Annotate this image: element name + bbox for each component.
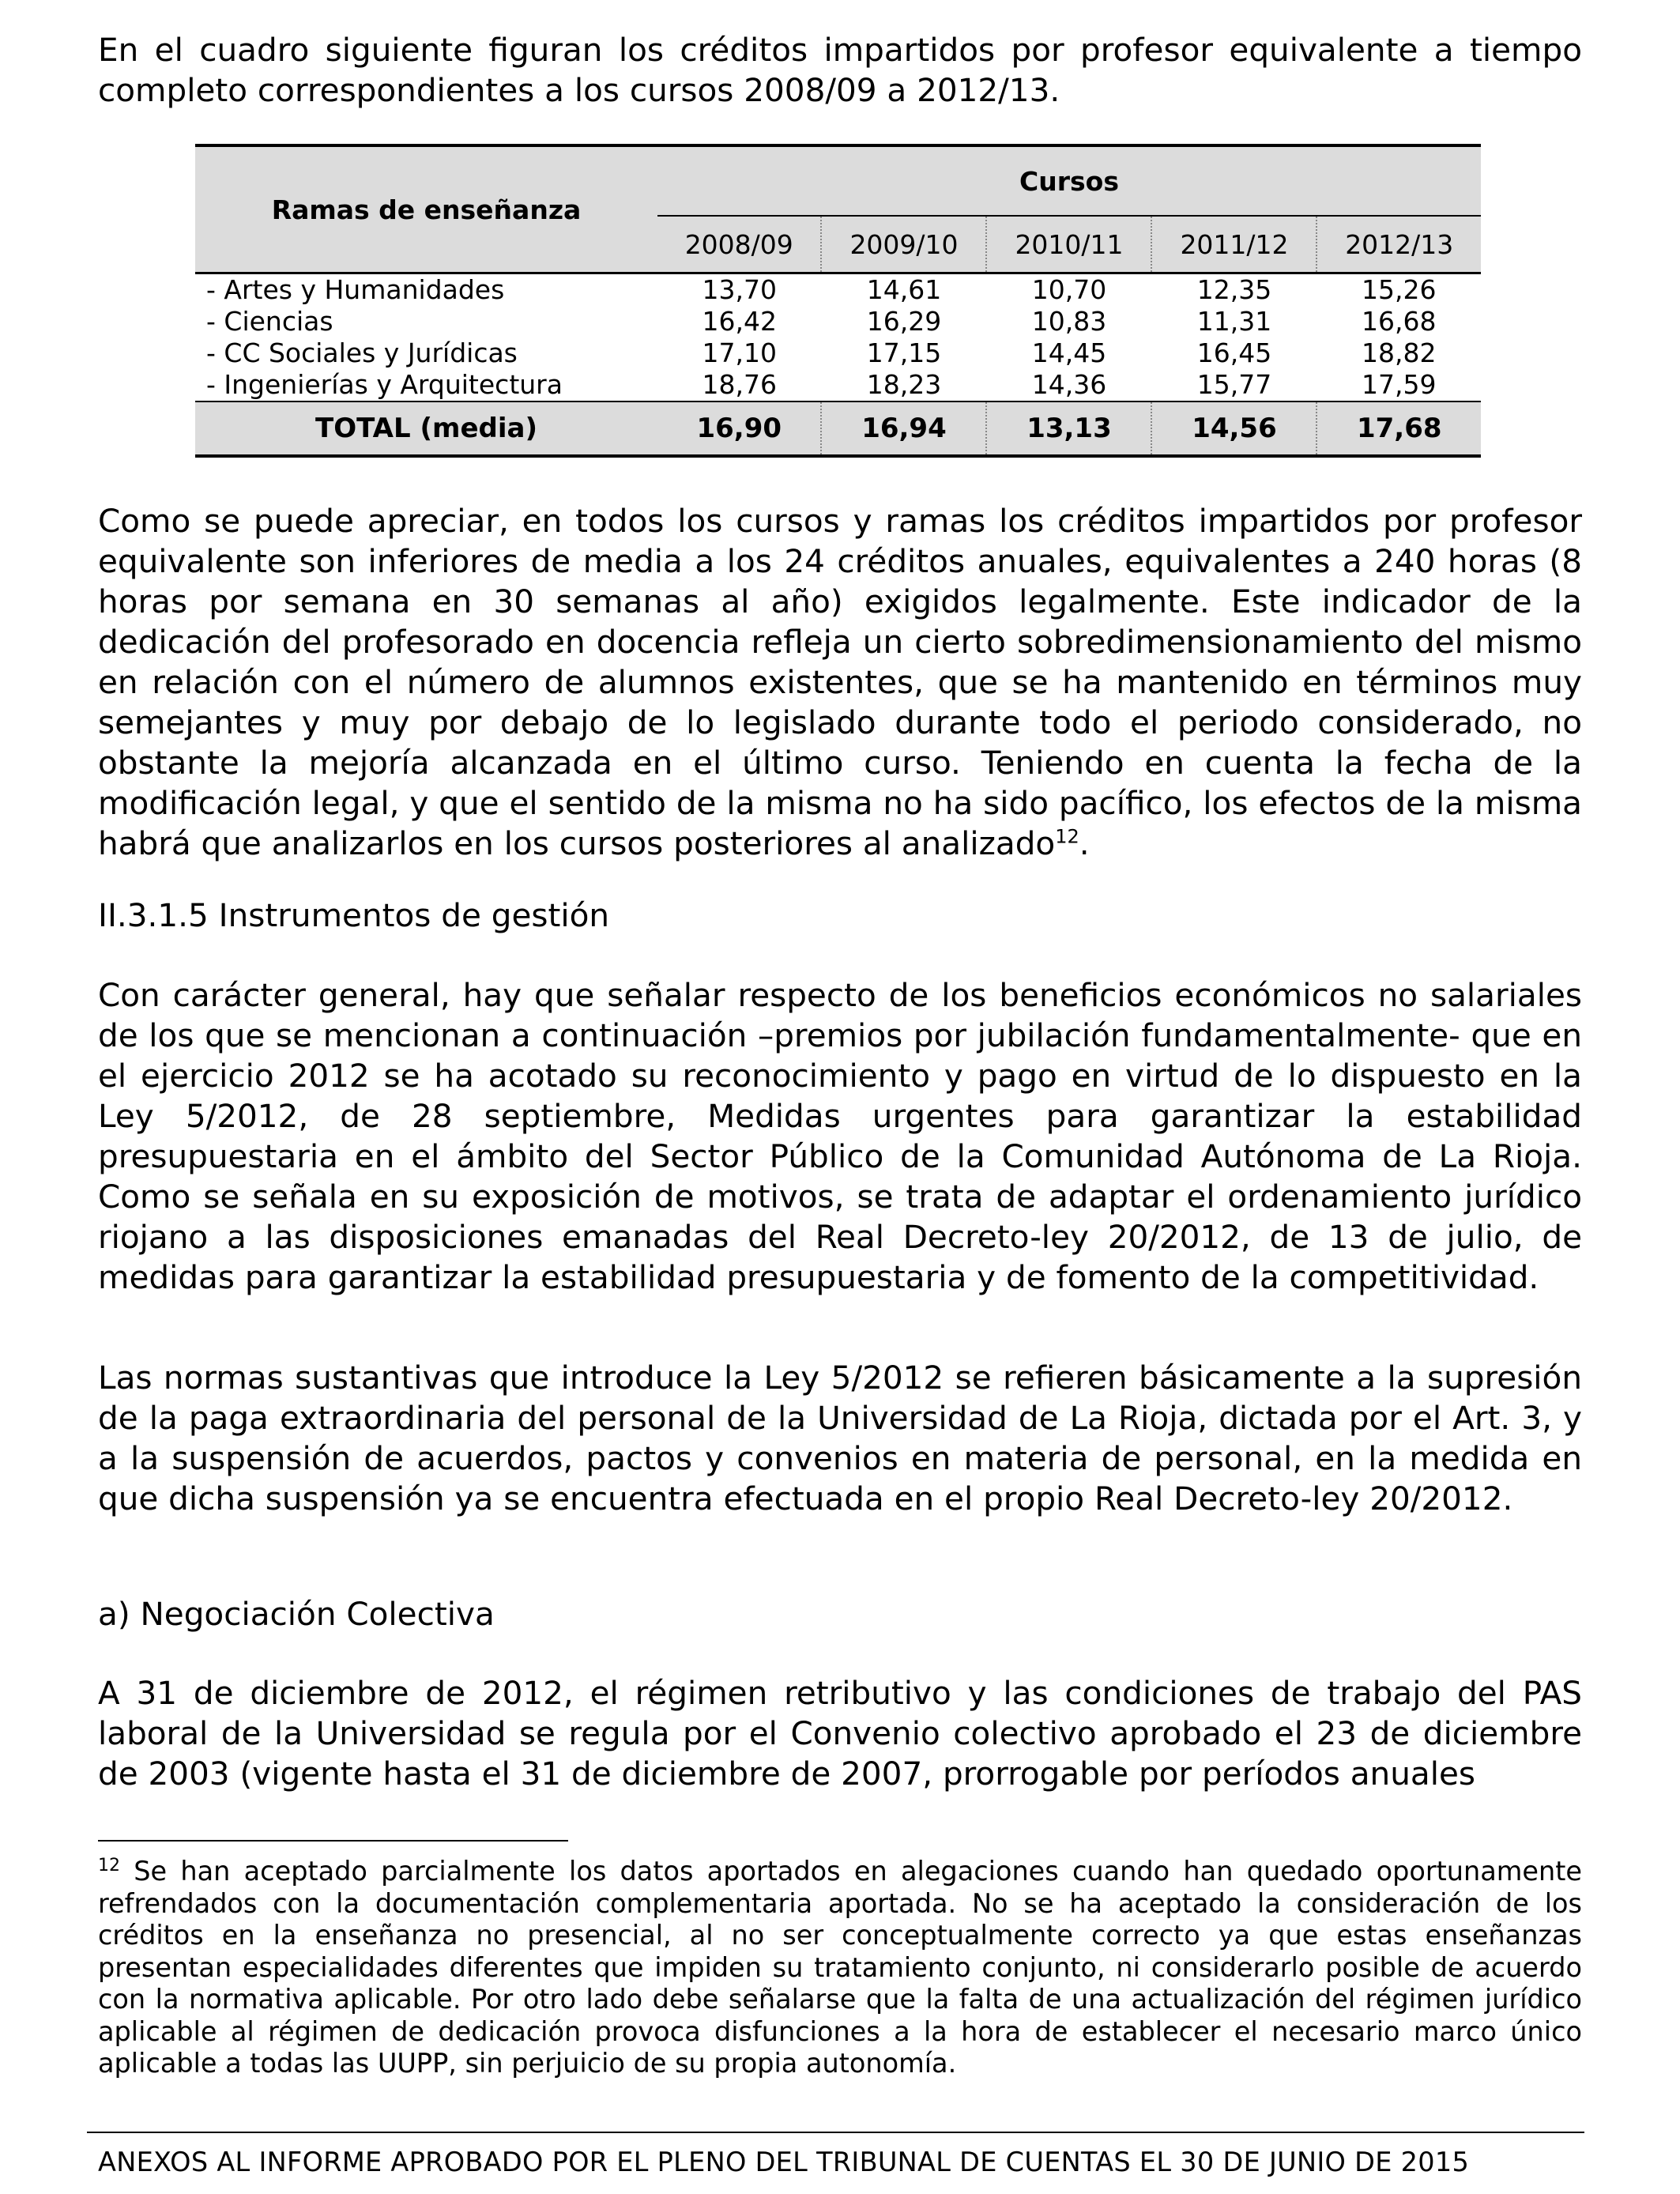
total-value: 16,90 [657,402,821,454]
cell-value: 15,26 [1362,274,1437,305]
cell-value: 16,29 [866,306,942,337]
total-value: 13,13 [986,402,1151,454]
cell-value: 12,35 [1196,274,1272,305]
row-label: - Ingenierías y Arquitectura [206,369,563,400]
analysis-paragraph [98,501,1582,864]
analysis-text: Como se puede apreciar, en todos los cursos y ramas los créditos impartidos por profesor equivalente son inferiores de media a los 24 créditos anuales, equivalentes a 240 horas (8 horas por semana en 30 semanas al año) exigidos legalmente. Este indicador de la dedicación del profesorado en docencia refleja un cierto sobredimensionamiento del mismo en relación con el número de alumnos existentes, que se ha mantenido en términos muy semejantes y muy por debajo de lo legislado durante todo el periodo considerado, no obstante la mejoría alcanzada en el último curso. Teniendo en cuenta la fecha de la modificación legal, y que el sentido de la misma no ha sido pacífico, los efectos de la misma habrá que analizarlos en los cursos posteriores al analizado [98,502,1582,862]
total-label: TOTAL (media) [195,402,657,454]
cell-value: 10,83 [1031,306,1107,337]
header-cursos: Cursos [657,147,1481,216]
header-year: 2012/13 [1317,216,1481,272]
header-year: 2010/11 [986,216,1151,272]
cell-value: 16,45 [1196,337,1272,368]
intro-paragraph: En el cuadro siguiente figuran los créditos impartidos por profesor equivalente a tiempo completo correspondientes a los cursos 2008/09 a 2012/13. [98,31,1582,109]
total-value: 16,94 [821,402,986,454]
row-label: - CC Sociales y Jurídicas [206,337,518,368]
cell-value: 14,45 [1031,337,1107,368]
footer-divider [87,2132,1584,2133]
cell-value: 17,59 [1362,369,1437,400]
section-heading: II.3.1.5 Instrumentos de gestión [98,896,610,934]
credits-table [195,144,1481,458]
cell-value: 16,68 [1362,306,1437,337]
footnote [98,1856,1582,2080]
cell-value: 10,70 [1031,274,1107,305]
footnote-ref: 12 [1055,825,1079,848]
total-value: 17,68 [1317,402,1481,454]
cell-value: 17,10 [702,337,777,368]
cell-value: 11,31 [1196,306,1272,337]
collective-paragraph: A 31 de diciembre de 2012, el régimen retributivo y las condiciones de trabajo del PAS laboral de la Universidad se regula por el Convenio colectivo aprobado el 23 de diciembre de 2003 (vigente hasta el 31 de diciembre de 2007, prorrogable por períodos anuales [98,1674,1582,1793]
table-row [195,337,1481,369]
norms-paragraph: Las normas sustantivas que introduce la Ley 5/2012 se refieren básicamente a la supresión de la paga extraordinaria del personal de la Universidad de La Rioja, dictada por el Art. 3, y a la suspensión de acuerdos, pactos y convenios en materia de personal, en la medida en que dicha suspensión ya se encuentra efectuada en el propio Real Decreto-ley 20/2012. [98,1359,1582,1517]
row-label: - Artes y Humanidades [206,274,505,305]
cell-value: 17,15 [866,337,942,368]
cell-value: 15,77 [1196,369,1272,400]
total-value: 14,56 [1151,402,1317,454]
analysis-end: . [1079,824,1090,862]
footnote-divider [98,1840,568,1842]
table-row [195,306,1481,337]
management-paragraph: Con carácter general, hay que señalar respecto de los beneficios económicos no salariales de los que se mencionan a continuación –premios por jubilación fundamentalmente- que en el ejercicio 2012 se ha acotado su reconocimiento y pago en virtud de lo dispuesto en la Ley 5/2012, de 28 septiembre, Medidas urgentes para garantizar la estabilidad presupuestaria en el ámbito del Sector Público de la Comunidad Autónoma de La Rioja. Como se señala en su exposición de motivos, se trata de adaptar el ordenamiento jurídico riojano a las disposiciones emanadas del Real Decreto-ley 20/2012, de 13 de julio, de medidas para garantizar la estabilidad presupuestaria y de fomento de la competitividad. [98,976,1582,1296]
cell-value: 13,70 [702,274,777,305]
header-year: 2008/09 [657,216,821,272]
header-year: 2009/10 [821,216,986,272]
table-row [195,274,1481,306]
footnote-number: 12 [98,1855,120,1875]
header-ramas: Ramas de enseñanza [195,147,657,272]
page-footer: ANEXOS AL INFORME APROBADO POR EL PLENO DEL TRIBUNAL DE CUENTAS EL 30 DE JUNIO DE 2015 [98,2147,1470,2177]
cell-value: 14,61 [866,274,942,305]
cell-value: 18,76 [702,369,777,400]
header-year: 2011/12 [1151,216,1317,272]
credits-table-grid [195,144,1481,458]
cell-value: 18,82 [1362,337,1437,368]
table-row [195,369,1481,401]
cell-value: 14,36 [1031,369,1107,400]
footnote-text: Se han aceptado parcialmente los datos aportados en alegaciones cuando han quedado oportunamente refrendados con la documentación complementaria aportada. No se ha aceptado la consideración de los créditos en la enseñanza no presencial, al no ser conceptualmente correcto ya que estas enseñanzas presentan especialidades diferentes que impiden su tratamiento conjunto, ni considerarlo posible de acuerdo con la normativa aplicable. Por otro lado debe señalarse que la falta de una actualización del régimen jurídico aplicable al régimen de dedicación provoca disfunciones a la hora de establecer el necesario marco único aplicable a todas las UUPP, sin perjuicio de su propia autonomía. [98,1856,1582,2079]
subsection-heading: a) Negociación Colectiva [98,1595,495,1633]
cell-value: 16,42 [702,306,777,337]
row-label: - Ciencias [206,306,333,337]
table-total-row [195,402,1481,454]
cell-value: 18,23 [866,369,942,400]
